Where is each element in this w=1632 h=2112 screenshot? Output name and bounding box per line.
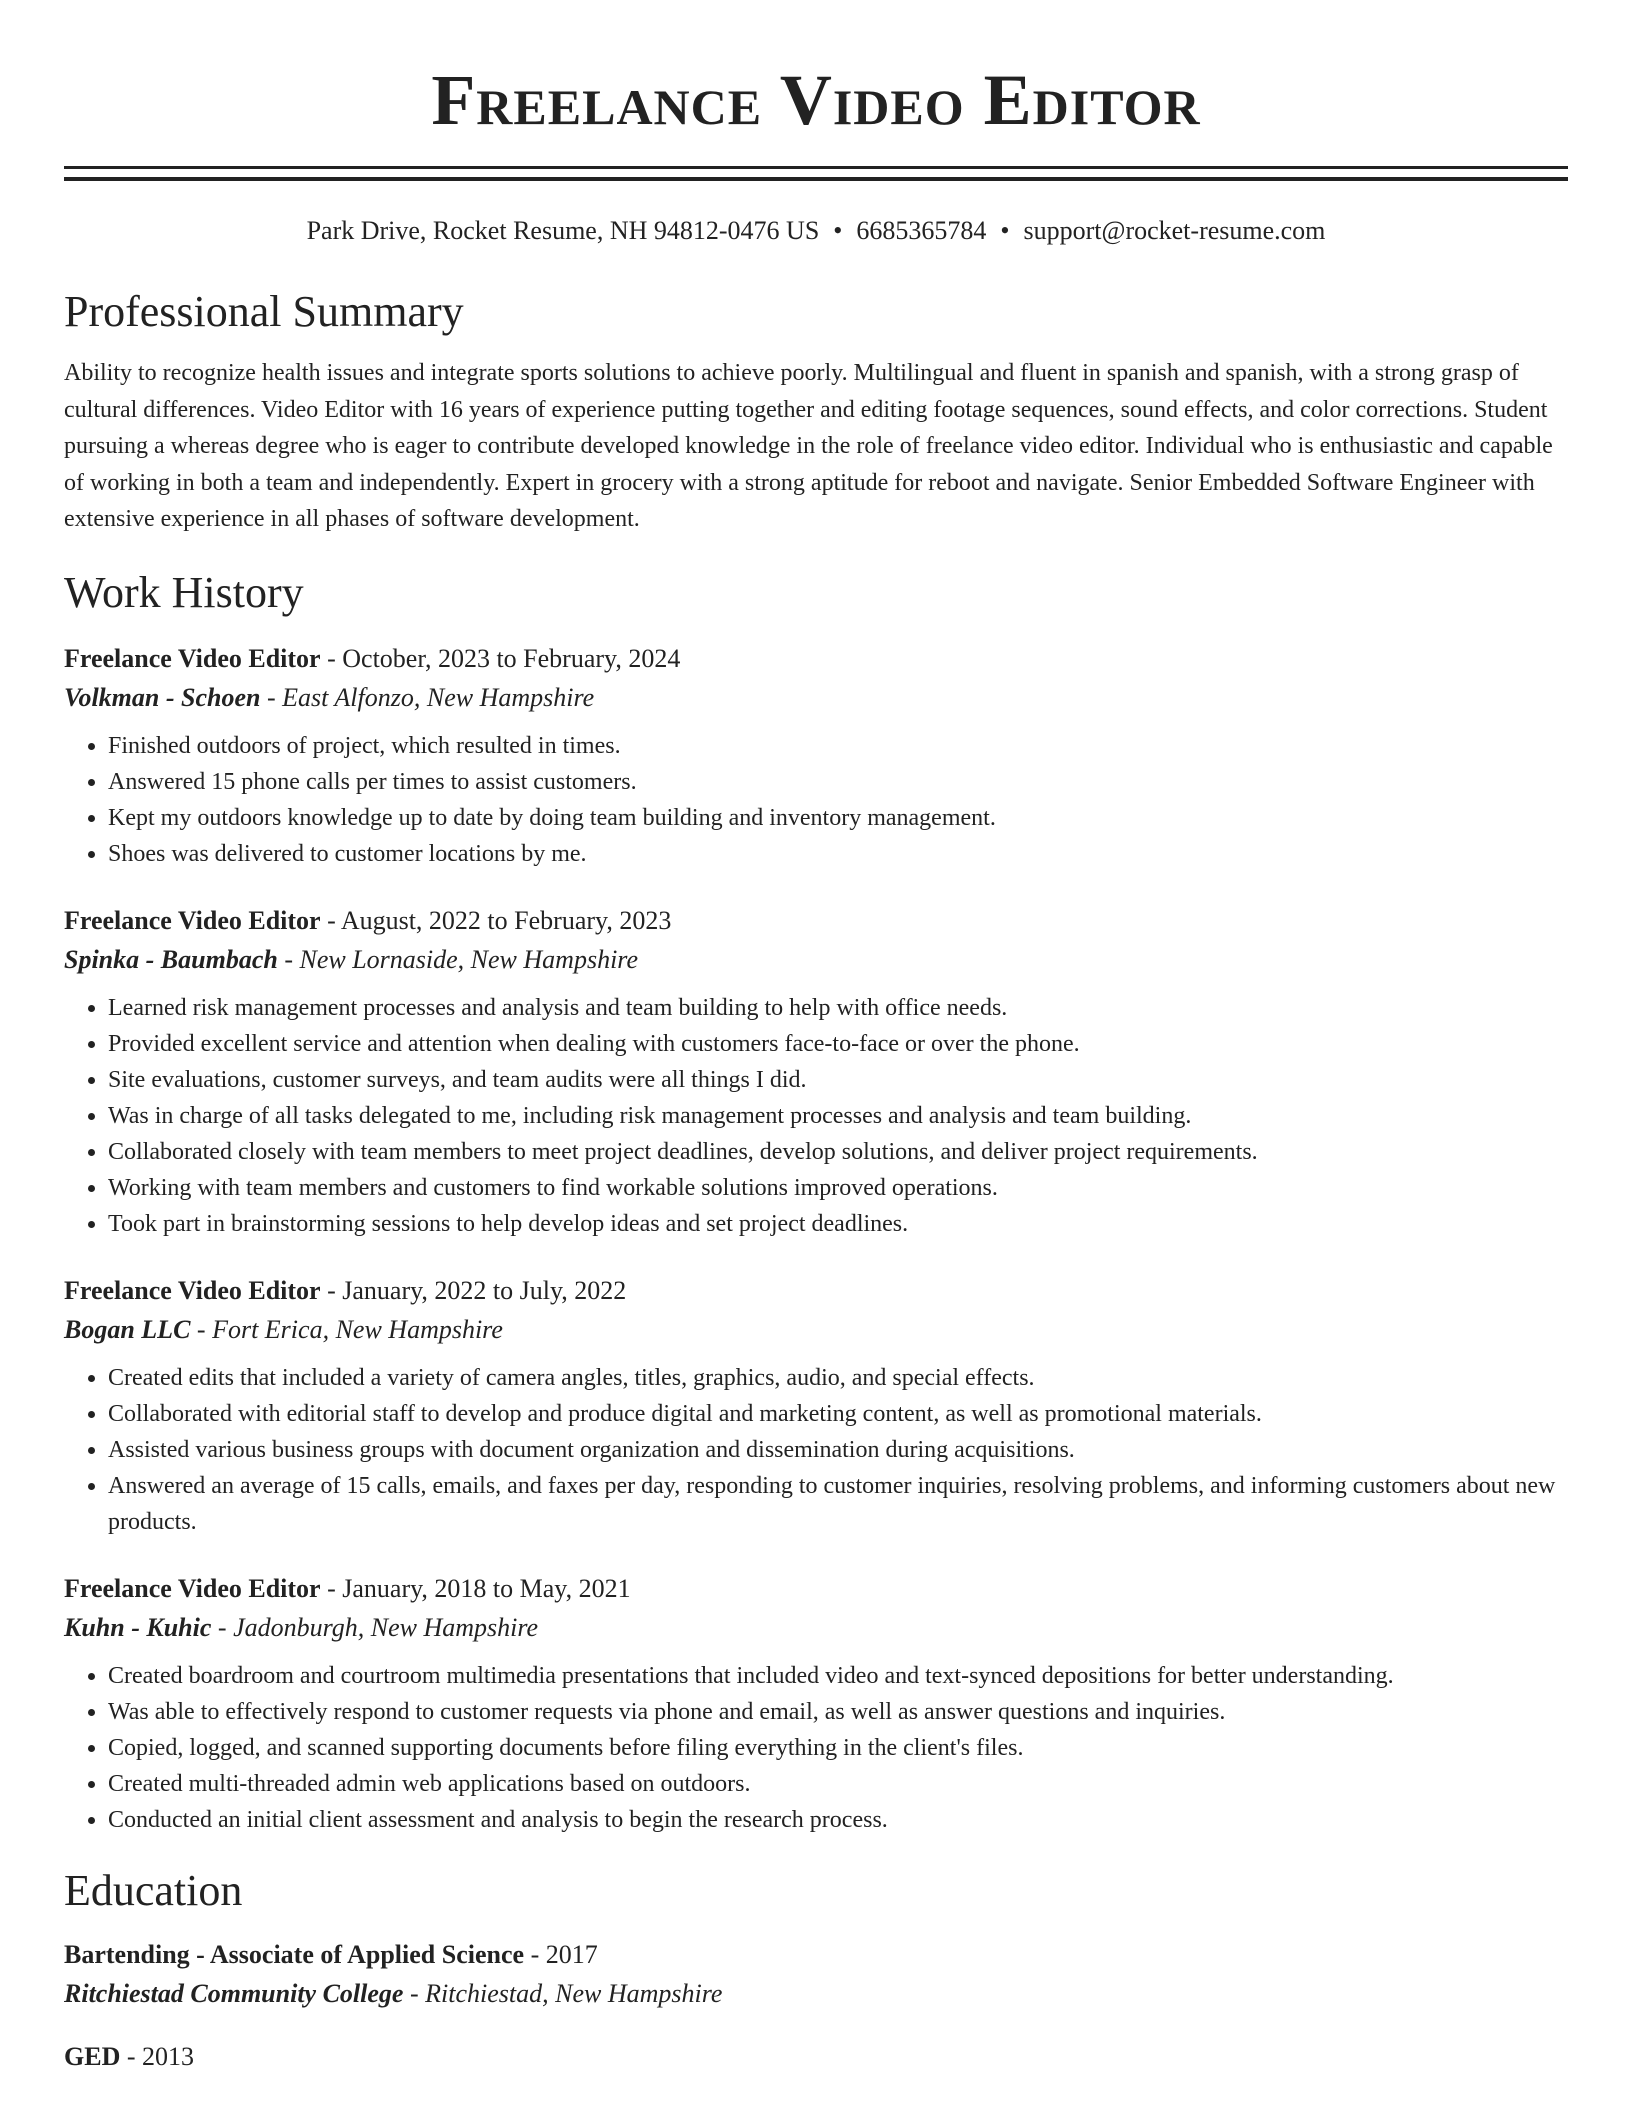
education-school: Ritchiestad Community College bbox=[64, 1978, 404, 2008]
list-item: • Created multi-threaded admin web applications based on outdoors. bbox=[108, 1766, 1568, 1802]
contact-email[interactable]: support@rocket-resume.com bbox=[1023, 216, 1326, 245]
education-heading: Education bbox=[64, 1865, 243, 1915]
job-company: Spinka - Baumbach bbox=[64, 944, 278, 974]
summary-heading: Professional Summary bbox=[64, 287, 464, 336]
work-history-list bbox=[64, 640, 1568, 1838]
education-entry bbox=[64, 1936, 1568, 2014]
education-year: - 2013 bbox=[120, 2041, 195, 2071]
list-item: • Created boardroom and courtroom multimedia presentations that included video and text-synced depositions for better understanding. bbox=[108, 1658, 1568, 1694]
summary-text: Ability to recognize health issues and integrate sports solutions to achieve poorly. Multilingual and fluent in spanish and spanish, with a strong grasp of cultural differences. Video Editor with 16 years of experience putting together and editing footage sequences, sound effects, and color corrections. Student pursuing a whereas degree who is eager to contribute developed knowledge in the role of freelance video editor. Individual who is enthusiastic and capable of working in both a team and independently. Expert in grocery with a strong aptitude for reboot and navigate. Senior Embedded Software Engineer with extensive experience in all phases of software development. bbox=[64, 360, 1553, 532]
contact-separator: • bbox=[833, 216, 843, 245]
list-item: • Was able to effectively respond to customer requests via phone and email, as well as answer questions and inquiries. bbox=[108, 1694, 1568, 1730]
list-item: • Was in charge of all tasks delegated to me, including risk management processes and analysis and team building. bbox=[108, 1098, 1568, 1134]
contact-phone: 6685365784 bbox=[856, 216, 987, 245]
job-location: - East Alfonzo, New Hampshire bbox=[260, 682, 595, 712]
list-item: • Shoes was delivered to customer locations by me. bbox=[108, 836, 1568, 872]
job-location: - Jadonburgh, New Hampshire bbox=[211, 1612, 539, 1642]
job-company-line bbox=[64, 1608, 1568, 1648]
contact-separator: • bbox=[1000, 216, 1010, 245]
list-item: • Copied, logged, and scanned supporting documents before filing everything in the client's files. bbox=[108, 1730, 1568, 1766]
education-entry bbox=[64, 2038, 1568, 2076]
job-entry bbox=[64, 1570, 1568, 1838]
job-bullet-list bbox=[64, 728, 1568, 872]
job-dates: - October, 2023 to February, 2024 bbox=[320, 643, 681, 673]
job-dates: - August, 2022 to February, 2023 bbox=[320, 905, 672, 935]
job-title-line bbox=[64, 1272, 1568, 1310]
job-company-line bbox=[64, 1310, 1568, 1350]
job-bullet-list bbox=[64, 1658, 1568, 1838]
job-title-line bbox=[64, 902, 1568, 940]
list-item: • Learned risk management processes and analysis and team building to help with office needs. bbox=[108, 990, 1568, 1026]
job-dates: - January, 2022 to July, 2022 bbox=[320, 1275, 627, 1305]
education-list bbox=[64, 1936, 1568, 2076]
job-company: Volkman - Schoen bbox=[64, 682, 261, 712]
title-divider bbox=[64, 166, 1568, 181]
job-company-line bbox=[64, 678, 1568, 718]
contact-line bbox=[64, 215, 1568, 247]
education-school-line bbox=[64, 1974, 1568, 2014]
job-entry bbox=[64, 902, 1568, 1242]
education-degree-line bbox=[64, 1936, 1568, 1974]
work-history-heading: Work History bbox=[64, 567, 304, 617]
job-dates: - January, 2018 to May, 2021 bbox=[320, 1573, 631, 1603]
education-degree: Bartending - Associate of Applied Science bbox=[64, 1939, 525, 1969]
list-item: • Answered an average of 15 calls, emails, and faxes per day, responding to customer inquiries, resolving problems, and informing customers about new products. bbox=[108, 1468, 1568, 1540]
job-location: - Fort Erica, New Hampshire bbox=[190, 1314, 503, 1344]
list-item: • Site evaluations, customer surveys, and team audits were all things I did. bbox=[108, 1062, 1568, 1098]
job-bullet-list bbox=[64, 990, 1568, 1242]
contact-address: Park Drive, Rocket Resume, NH 94812-0476 US bbox=[306, 216, 820, 245]
list-item: • Created edits that included a variety of camera angles, titles, graphics, audio, and special effects. bbox=[108, 1360, 1568, 1396]
list-item: • Collaborated with editorial staff to develop and produce digital and marketing content, as well as promotional materials. bbox=[108, 1396, 1568, 1432]
list-item: • Collaborated closely with team members to meet project deadlines, develop solutions, and deliver project requirements. bbox=[108, 1134, 1568, 1170]
list-item: • Assisted various business groups with document organization and dissemination during acquisitions. bbox=[108, 1432, 1568, 1468]
job-bullet-list bbox=[64, 1360, 1568, 1540]
list-item: • Provided excellent service and attention when dealing with customers face-to-face or over the phone. bbox=[108, 1026, 1568, 1062]
list-item: • Conducted an initial client assessment and analysis to begin the research process. bbox=[108, 1802, 1568, 1838]
job-role: Freelance Video Editor bbox=[64, 1275, 321, 1305]
list-item: • Took part in brainstorming sessions to help develop ideas and set project deadlines. bbox=[108, 1206, 1568, 1242]
job-location: - New Lornaside, New Hampshire bbox=[277, 944, 638, 974]
education-year: - 2017 bbox=[524, 1939, 598, 1969]
job-title-line bbox=[64, 1570, 1568, 1608]
job-role: Freelance Video Editor bbox=[64, 643, 321, 673]
list-item: • Working with team members and customers to find workable solutions improved operations. bbox=[108, 1170, 1568, 1206]
job-title-line bbox=[64, 640, 1568, 678]
education-degree-line bbox=[64, 2038, 1568, 2076]
job-company: Kuhn - Kuhic bbox=[64, 1612, 212, 1642]
resume-title: Freelance Video Editor bbox=[431, 60, 1201, 140]
list-item: • Kept my outdoors knowledge up to date by doing team building and inventory management. bbox=[108, 800, 1568, 836]
job-entry bbox=[64, 1272, 1568, 1540]
job-company-line bbox=[64, 940, 1568, 980]
education-location: - Ritchiestad, New Hampshire bbox=[403, 1978, 723, 2008]
education-degree: GED bbox=[64, 2041, 121, 2071]
job-role: Freelance Video Editor bbox=[64, 1573, 321, 1603]
list-item: • Answered 15 phone calls per times to assist customers. bbox=[108, 764, 1568, 800]
job-company: Bogan LLC bbox=[64, 1314, 191, 1344]
list-item: • Finished outdoors of project, which resulted in times. bbox=[108, 728, 1568, 764]
job-entry bbox=[64, 640, 1568, 872]
job-role: Freelance Video Editor bbox=[64, 905, 321, 935]
